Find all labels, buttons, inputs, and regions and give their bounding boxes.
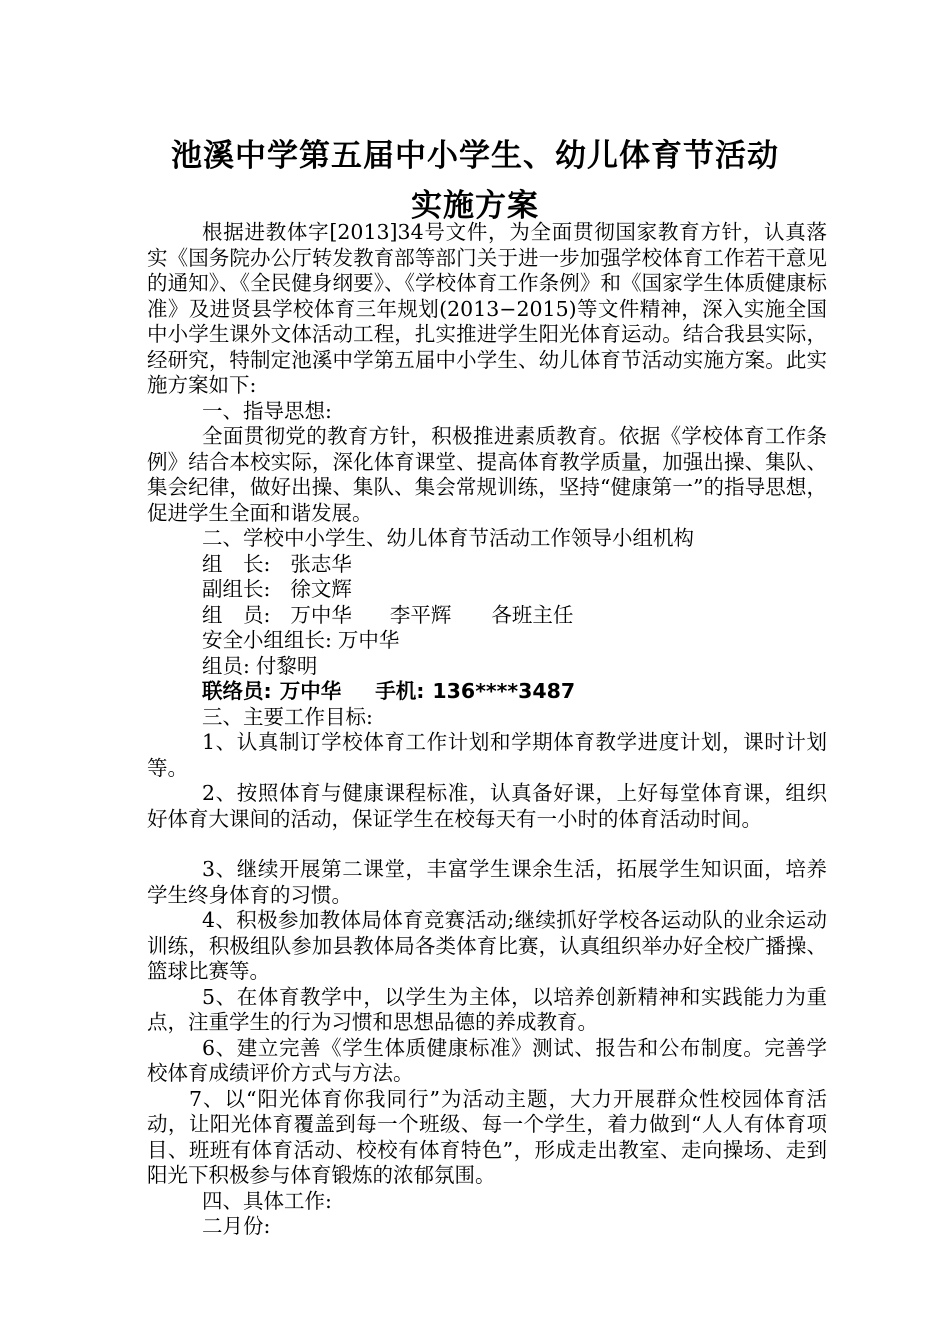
goal-item-3: 3、继续开展第二课堂，丰富学生课余生活，拓展学生知识面，培养学生终身体育的习惯。 — [147, 857, 827, 907]
safety-leader-line — [147, 628, 827, 654]
goal-item-6: 6、建立完善《学生体质健康标准》测试、报告和公布制度。完善学校体育成绩评价方式与方法。 — [147, 1035, 827, 1085]
safety-members-label: 组员: — [202, 653, 250, 678]
members-line — [147, 603, 827, 629]
contact-label: 联络员: — [202, 679, 272, 703]
deputy-label: 副组长: — [202, 577, 271, 601]
document-subtitle: 实施方案 — [411, 188, 539, 224]
member-1: 万中华 — [290, 602, 352, 627]
document-title: 池溪中学第五届中小学生、幼儿体育节活动 — [171, 138, 779, 174]
section1-heading: 一、指导思想: — [202, 398, 332, 423]
safety-label: 安全小组组长: — [202, 628, 332, 652]
goal-item-7: 7、以“阳光体育你我同行”为活动主题，大力开展群众性校园体育活动，让阳光体育覆盖到每一个班级、每一个学生，着力做到“人人有体育项目、班班有体育活动、校校有体育特色”，形成走出教室、走向操场、走到阳光下积极参与体育锻炼的浓郁氛围。 — [147, 1086, 827, 1187]
safety-member-name: 付黎明 — [255, 653, 318, 678]
safety-members-line — [147, 654, 827, 680]
leader-line — [147, 552, 827, 578]
goal-item-2: 2、按照体育与健康课程标准，认真备好课，上好每堂体育课，组织好体育大课间的活动，保证学生在校每天有一小时的体育活动时间。 — [147, 781, 827, 831]
member-2: 李平辉 — [389, 602, 452, 627]
safety-leader-name: 万中华 — [337, 628, 400, 652]
goal-item-4: 4、积极参加教体局体育竞赛活动;继续抓好学校各运动队的业余运动训练，积极组队参加县教体局各类体育比赛，认真组织举办好全校广播操、篮球比赛等。 — [147, 908, 827, 983]
phone-label: 手机: — [375, 679, 425, 703]
goal-item-1: 1、认真制订学校体育工作计划和学期体育教学进度计划，课时计划等。 — [147, 730, 827, 780]
blank-line — [147, 832, 827, 857]
section3-heading: 三、主要工作目标: — [202, 704, 373, 729]
section1-text: 全面贯彻党的教育方针，积极推进素质教育。依据《学校体育工作条例》结合本校实际，深化体育课堂、提高体育教学质量，加强出操、集队、集会纪律，做好出操、集队、集会常规训练，坚持“健康第一”的指导思想，促进学生全面和谐发展。 — [147, 424, 827, 525]
members-label: 组 员: — [202, 602, 271, 627]
member-3: 各班主任 — [491, 602, 574, 627]
phone-number: 136****3487 — [432, 679, 576, 703]
goal-item-5: 5、在体育教学中，以学生为主体，以培养创新精神和实践能力为重点，注重学生的行为习惯和思想品德的养成教育。 — [147, 984, 827, 1034]
deputy-line — [147, 577, 827, 603]
leader-name: 张志华 — [290, 551, 352, 576]
deputy-name: 徐文辉 — [290, 577, 352, 601]
document-body — [147, 220, 827, 1240]
contact-name: 万中华 — [279, 679, 342, 703]
leader-label: 组 长: — [202, 551, 271, 576]
section4-heading: 四、具体工作: — [202, 1188, 332, 1213]
intro-paragraph: 根据进教体字[2013]34号文件，为全面贯彻国家教育方针，认真落实《国务院办公厅转发教育部等部门关于进一步加强学校体育工作若干意见的通知》、《全民健身纲要》、《学校体育工作条例》和《国家学生体质健康标准》及进贤县学校体育三年规划(2013−2015)等文件精神，深入实施全国中小学生课外文体活动工程，扎实推进学生阳光体育运动。结合我县实际，经研究，特制定池溪中学第五届中小学生、幼儿体育节活动实施方案。此实施方案如下: — [147, 220, 827, 397]
section2-heading: 二、学校中小学生、幼儿体育节活动工作领导小组机构 — [202, 526, 694, 550]
month-heading: 二月份: — [202, 1214, 271, 1238]
contact-line — [147, 679, 827, 705]
